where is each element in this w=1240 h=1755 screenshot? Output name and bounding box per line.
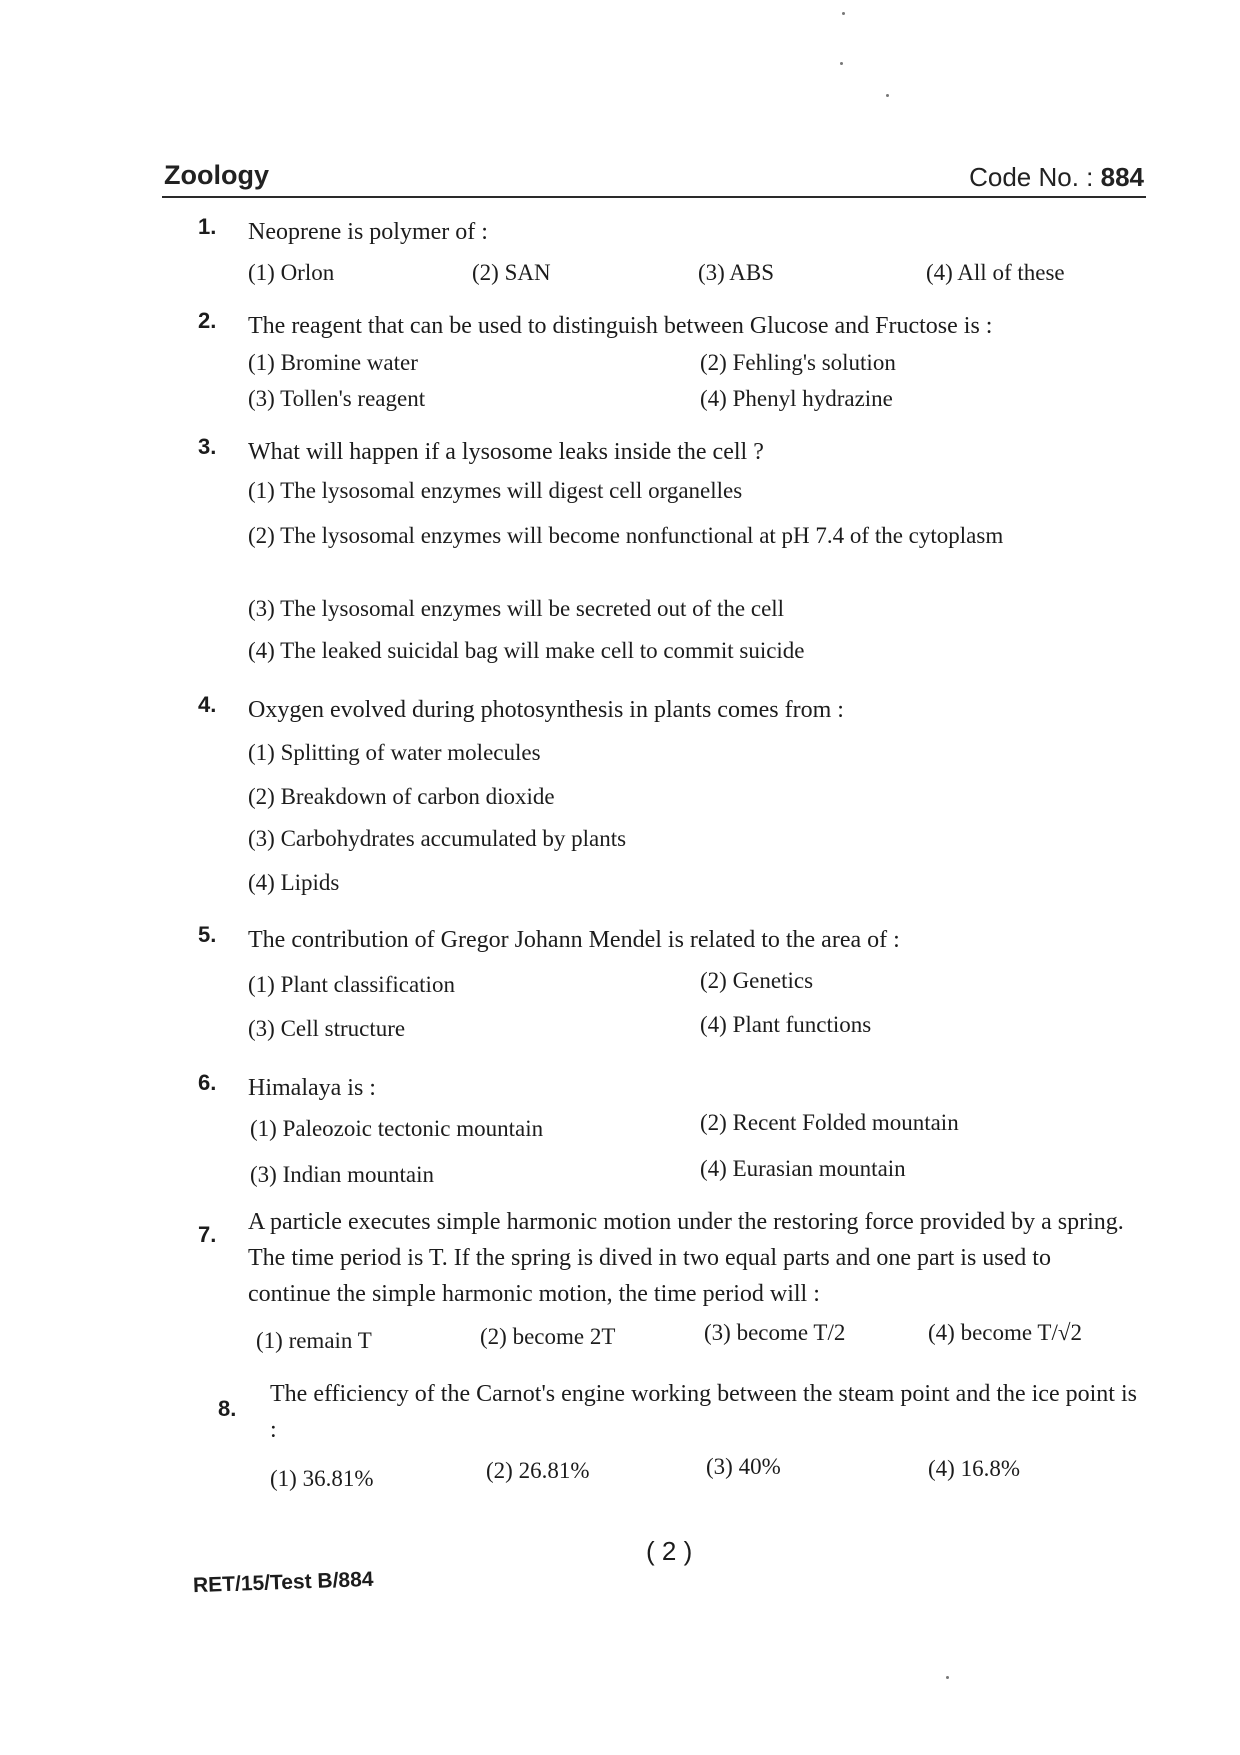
option-4: (4) Eurasian mountain xyxy=(700,1156,906,1181)
question-7 xyxy=(198,1204,1148,1364)
option-1: (1) Plant classification xyxy=(248,972,455,997)
option-2: (2) Recent Folded mountain xyxy=(700,1110,959,1135)
option-3: (3) Cell structure xyxy=(248,1016,406,1041)
option-3: (3) Indian mountain xyxy=(250,1162,434,1187)
question-text: Himalaya is : xyxy=(248,1075,376,1101)
option-1: (1) Orlon xyxy=(248,260,335,285)
option-4: (4) Lipids xyxy=(248,870,340,895)
question-6 xyxy=(198,1070,1148,1200)
option-3: (3) 40% xyxy=(706,1454,781,1479)
question-number: 8. xyxy=(218,1396,237,1421)
option-2: (2) SAN xyxy=(472,260,551,285)
option-4: (4) become T/√2 xyxy=(928,1320,1082,1345)
code-label: Code No. : xyxy=(969,162,1094,192)
option-4: (4) All of these xyxy=(926,260,1065,285)
option-2: (2) Fehling's solution xyxy=(700,350,896,375)
option-1: (1) remain T xyxy=(256,1328,372,1353)
option-1: (1) Splitting of water molecules xyxy=(248,740,541,765)
question-text: A particle executes simple harmonic motion under the restoring force provided by a spring. The time period is T. If the spring is dived in two equal parts and one part is used to continue the simple harmonic motion, the time period will : xyxy=(248,1209,1124,1307)
subject-title: Zoology xyxy=(164,160,269,190)
option-3: (3) The lysosomal enzymes will be secreted out of the cell xyxy=(248,596,785,621)
option-4: (4) Phenyl hydrazine xyxy=(700,386,893,411)
option-1: (1) Paleozoic tectonic mountain xyxy=(250,1116,544,1141)
question-text: The contribution of Gregor Johann Mendel is related to the area of : xyxy=(248,927,900,953)
question-1 xyxy=(198,214,1148,294)
option-3: (3) Carbohydrates accumulated by plants xyxy=(248,826,627,851)
option-3: (3) Tollen's reagent xyxy=(248,386,426,411)
scan-speck xyxy=(842,12,845,15)
option-1: (1) 36.81% xyxy=(270,1466,374,1491)
question-5 xyxy=(198,922,1148,1052)
question-number: 2. xyxy=(198,308,217,333)
option-2: (2) become 2T xyxy=(480,1324,616,1349)
option-2: (2) 26.81% xyxy=(486,1458,590,1483)
question-text: The reagent that can be used to distinguish between Glucose and Fructose is : xyxy=(248,313,993,339)
question-text: Oxygen evolved during photosynthesis in plants comes from : xyxy=(248,697,844,723)
question-text: The efficiency of the Carnot's engine working between the steam point and the ice point is : xyxy=(270,1381,1137,1443)
question-number: 6. xyxy=(198,1070,217,1095)
option-4: (4) The leaked suicidal bag will make cell to commit suicide xyxy=(248,638,805,663)
scan-speck xyxy=(840,62,843,65)
option-1: (1) The lysosomal enzymes will digest cell organelles xyxy=(248,478,743,503)
option-4: (4) Plant functions xyxy=(700,1012,872,1037)
question-3 xyxy=(198,434,1148,674)
question-text: Neoprene is polymer of : xyxy=(248,219,488,245)
scan-speck xyxy=(946,1676,949,1679)
question-number: 1. xyxy=(198,214,217,239)
question-2 xyxy=(198,308,1148,418)
question-8 xyxy=(198,1376,1148,1506)
option-2: (2) The lysosomal enzymes will become nonfunctional at pH 7.4 of the cytoplasm xyxy=(248,523,1004,548)
scan-speck xyxy=(886,94,889,97)
question-number: 5. xyxy=(198,922,217,947)
question-4 xyxy=(198,692,1148,912)
footer-code: RET/15/Test B/884 xyxy=(192,1567,374,1598)
option-1: (1) Bromine water xyxy=(248,350,418,375)
option-3: (3) ABS xyxy=(698,260,775,285)
code-number xyxy=(969,162,1144,193)
page-number: ( 2 ) xyxy=(646,1536,693,1566)
question-number: 4. xyxy=(198,692,217,717)
page-header xyxy=(162,156,1146,198)
code-value: 884 xyxy=(1100,162,1144,192)
question-text: What will happen if a lysosome leaks inside the cell ? xyxy=(248,439,764,465)
option-2: (2) Genetics xyxy=(700,968,814,993)
question-number: 3. xyxy=(198,434,217,459)
option-2: (2) Breakdown of carbon dioxide xyxy=(248,784,555,809)
question-number: 7. xyxy=(198,1222,217,1247)
option-3: (3) become T/2 xyxy=(704,1320,846,1345)
option-4: (4) 16.8% xyxy=(928,1456,1020,1481)
